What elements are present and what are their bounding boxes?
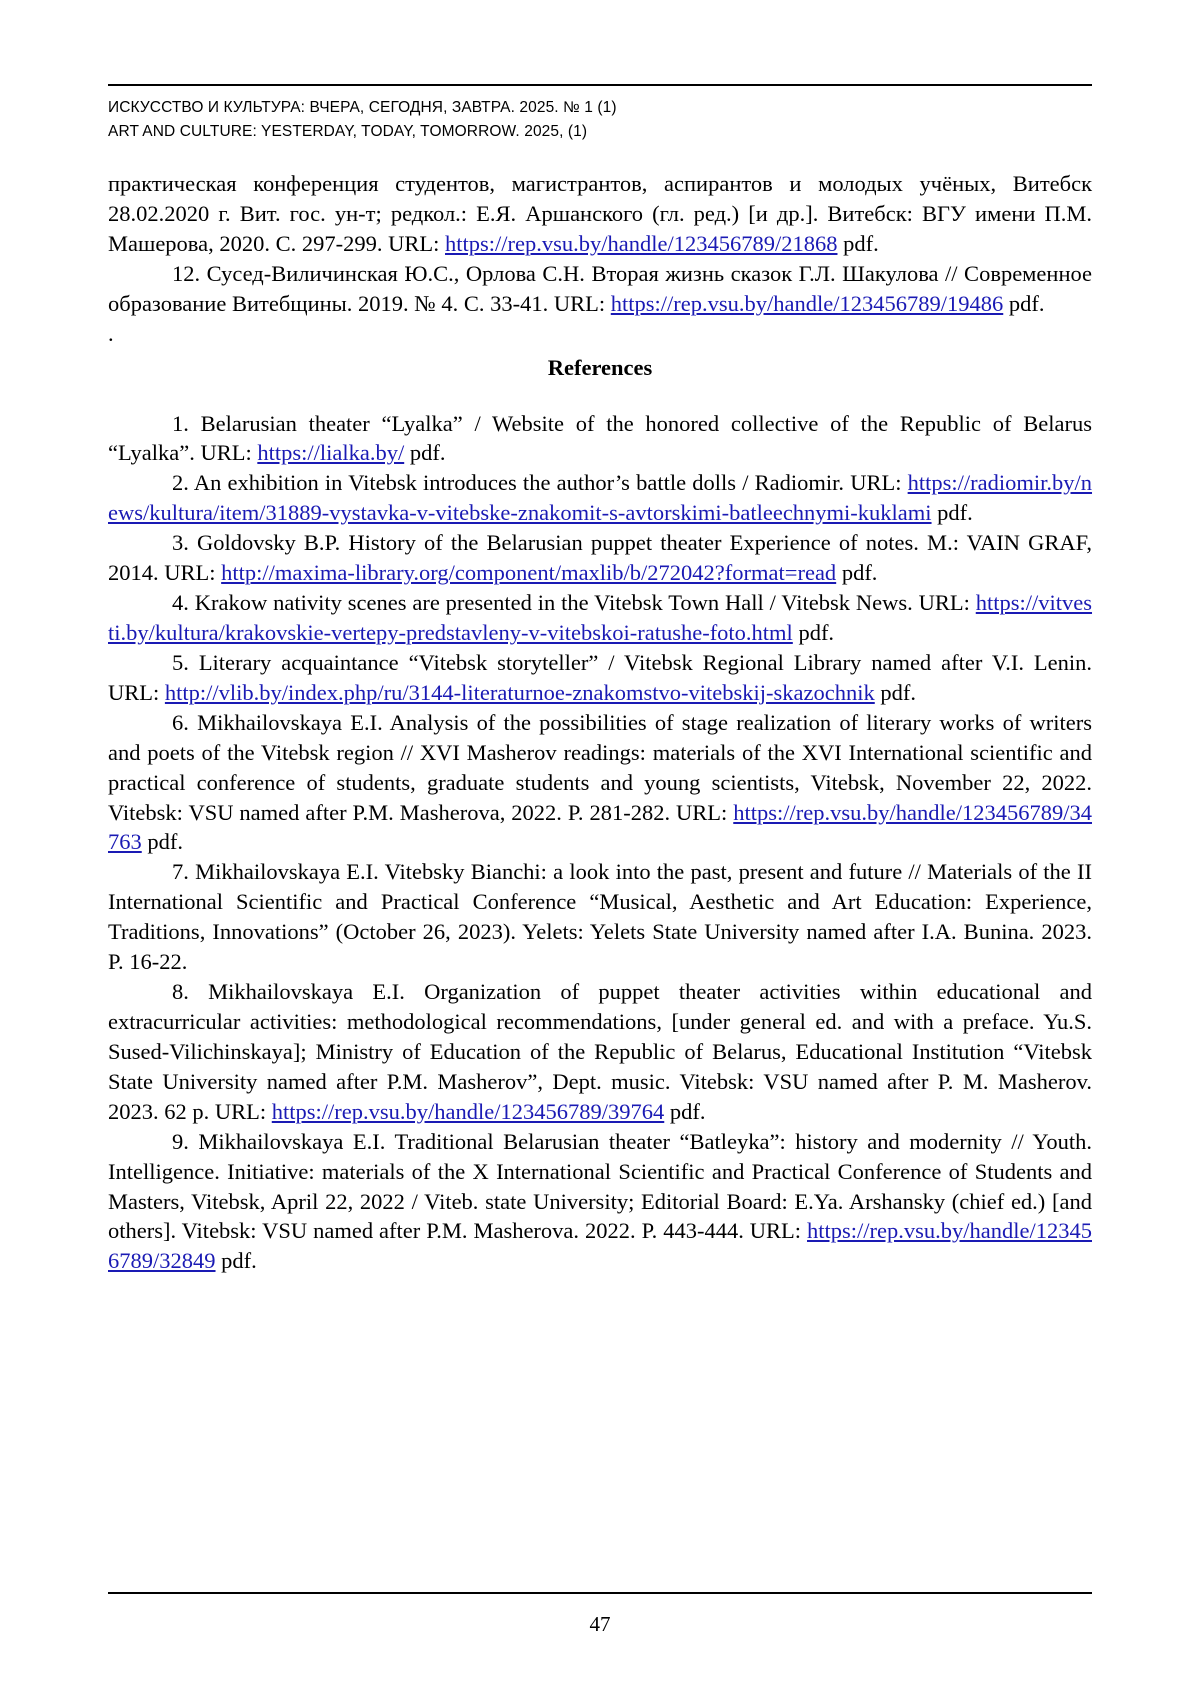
reference-text: Mikhailovskaya E.I. Analysis of the possibilities of stage realization of literary works of writers and poets of the Vitebsk region // XVI Masherov readings: materials of the XVI International scientific and practical conference of students, graduate students and young scientists, Vitebsk, November 22, 2022. Vitebsk: VSU named after P.M. Masherova, 2022. P. 281-282. URL: (108, 709, 1092, 825)
body-text (108, 169, 1092, 1276)
list-item (108, 708, 1092, 858)
reference-number: 7. (172, 859, 189, 885)
list-item (108, 648, 1092, 708)
paragraph-continued-text: практическая конференция студентов, магистрантов, аспирантов и молодых учёных, Витебск 28.02.2020 г. Вит. гос. ун-т; редкол.: Е.Я. Аршанского (гл. ред.) [и др.]. Витебск: ВГУ имени П.М. Машерова, 2020. С. 297-299. URL: (108, 171, 1092, 256)
reference-text: Krakow nativity scenes are presented in the Vitebsk Town Hall / Vitebsk News. URL: (194, 590, 976, 616)
list-item (108, 409, 1092, 469)
reference-item-ru-12 (108, 259, 1092, 319)
list-item (108, 528, 1092, 588)
reference-number: 1. (172, 410, 189, 436)
reference-number: 5. (172, 649, 189, 675)
reference-url[interactable]: https://rep.vsu.by/handle/123456789/34763 (108, 799, 1092, 855)
reference-tail: pdf. (141, 829, 183, 855)
stray-period: . (108, 320, 114, 346)
reference-text: Mikhailovskaya E.I. Vitebsky Bianchi: a look into the past, present and future // Materials of the II International Scientific and Practical Conference “Musical, Aesthetic and Art Education: Experience, Traditions, Innovations” (October 26, 2023). Yelets: Yelets State University named after I.A. Bunina. 2023. P. 16-22. (108, 859, 1092, 975)
list-item (108, 857, 1092, 977)
paragraph-continued-tail: pdf. (837, 230, 879, 256)
reference-text: Goldovsky B.P. History of the Belarusian puppet theater Experience of notes. M.: VAIN GRAF, 2014. URL: (108, 530, 1092, 586)
reference-url[interactable]: http://vlib.by/index.php/ru/3144-literaturnoe-znakomstvo-vitebskij-skazochnik (164, 679, 875, 705)
reference-tail: pdf. (874, 679, 917, 705)
references-heading: References (547, 354, 653, 380)
list-item (108, 977, 1092, 1127)
reference-url[interactable]: https://rep.vsu.by/handle/123456789/39764 (271, 1098, 665, 1124)
page-number: 47 (589, 1612, 611, 1636)
reference-tail: pdf. (664, 1098, 706, 1124)
page-footer (108, 1592, 1092, 1637)
reference-tail: pdf. (404, 440, 446, 466)
reference-url[interactable]: https://vitvesti.by/kultura/krakovskie-vertepy-predstavleny-v-vitebskoi-ratushe-foto.html (108, 590, 1093, 645)
reference-url[interactable]: https://radiomir.by/news/kultura/item/31889-vystavka-v-vitebske-znakomit-s-avtorskimi-batleechnymi-kuklami (108, 470, 1093, 526)
reference-tail: pdf. (931, 500, 973, 526)
reference-tail: pdf. (215, 1248, 257, 1274)
reference-number: 8. (172, 979, 189, 1005)
reference-tail: pdf. (836, 560, 878, 586)
reference-number: 4. (172, 590, 189, 616)
link-rep-vsu-21868[interactable]: https://rep.vsu.by/handle/123456789/21868 (445, 230, 838, 256)
running-header (108, 86, 1092, 143)
link-rep-vsu-19486[interactable]: https://rep.vsu.by/handle/123456789/19486 (610, 290, 1004, 316)
reference-item-ru-12-tail: pdf. (1003, 290, 1045, 316)
reference-number: 3. (172, 530, 189, 556)
list-item (108, 588, 1092, 648)
list-item (108, 1127, 1092, 1277)
reference-url[interactable]: https://rep.vsu.by/handle/123456789/32849 (108, 1218, 1092, 1274)
reference-text: Literary acquaintance “Vitebsk storyteller” / Vitebsk Regional Library named after V.I. Lenin. URL: (108, 649, 1092, 705)
reference-text: Mikhailovskaya E.I. Traditional Belarusian theater “Batleyka”: history and modernity // Youth. Intelligence. Initiative: materials of the X International Scientific and Practical Conference of Students and Masters, Vitebsk, April 22, 2022 / Viteb. state University; Editorial Board: E.Ya. Arshansky (chief ed.) [and others]. Vitebsk: VSU named after P.M. Masherova. 2022. P. 443-444. URL: (108, 1128, 1093, 1244)
reference-number: 2. (172, 470, 189, 496)
running-header-line-ru: ИСКУССТВО И КУЛЬТУРА: ВЧЕРА, СЕГОДНЯ, ЗАВТРА. 2025. № 1 (1) (108, 99, 617, 116)
running-header-line-en: ART AND CULTURE: YESTERDAY, TODAY, TOMORROW. 2025, (1) (108, 122, 588, 140)
paragraph-continued (108, 169, 1092, 259)
reference-text: Mikhailovskaya E.I. Organization of puppet theater activities within educational and extracurricular activities: methodological recommendations, [under general ed. and with a preface. Yu.S. Sused-Vilichinskaya]; Ministry of Education of the Republic of Belarus, Educational Institution “Vitebsk State University named after P.M. Masherov”, Dept. music. Vitebsk: VSU named after P. M. Masherov. 2023. 62 p. URL: (108, 979, 1093, 1124)
reference-tail: pdf. (792, 620, 835, 645)
reference-item-ru-12-text: 12. Сусед-Виличинская Ю.С., Орлова С.Н. Вторая жизнь сказок Г.Л. Шакулова // Современное образование Витебщины. 2019. № 4. С. 33-41. URL: (108, 260, 1092, 316)
footer-divider (108, 1592, 1092, 1594)
reference-url[interactable]: https://lialka.by/ (257, 440, 405, 466)
page-content (108, 84, 1092, 1276)
reference-number: 9. (172, 1128, 189, 1154)
reference-number: 6. (172, 709, 189, 735)
list-item (108, 468, 1092, 528)
reference-url[interactable]: http://maxima-library.org/component/maxlib/b/272042?format=read (221, 560, 837, 586)
reference-text: Belarusian theater “Lyalka” / Website of the honored collective of the Republic of Belarus “Lyalka”. URL: (108, 410, 1093, 466)
reference-text: An exhibition in Vitebsk introduces the author’s battle dolls / Radiomir. URL: (193, 470, 908, 496)
